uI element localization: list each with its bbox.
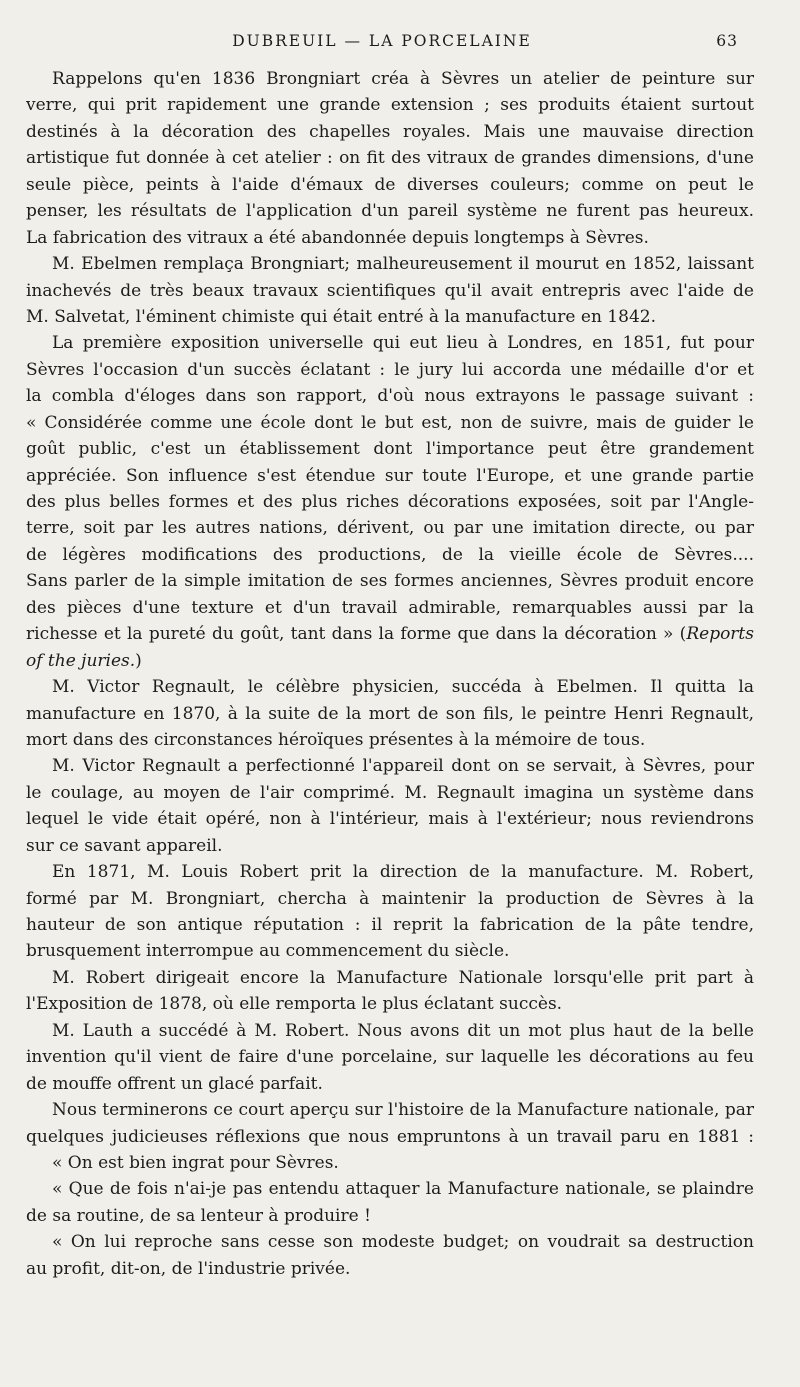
text-line bbox=[26, 621, 754, 647]
text-line bbox=[26, 198, 754, 224]
text-line bbox=[26, 463, 754, 489]
text-line bbox=[26, 1044, 754, 1070]
text-line bbox=[26, 780, 754, 806]
line-text: de légères modifications des productions, de la vieille école de Sèvres.... bbox=[26, 544, 754, 565]
line-text: « On est bien ingrat pour Sèvres. bbox=[52, 1152, 339, 1173]
page-number: 63 bbox=[716, 32, 738, 50]
line-text: verre, qui prit rapidement une grande extension ; ses produits étaient surtout bbox=[26, 95, 754, 116]
line-text: sur ce savant appareil. bbox=[26, 835, 223, 856]
line-text: mort dans des circonstances héroïques présentes à la mémoire de tous. bbox=[26, 729, 646, 750]
line-text: « Considérée comme une école dont le but est, non de suivre, mais de guider le bbox=[26, 412, 754, 433]
text-line bbox=[26, 357, 754, 383]
text-line bbox=[26, 648, 754, 674]
closing-paren: ) bbox=[135, 650, 142, 671]
line-text: manufacture en 1870, à la suite de la mort de son fils, le peintre Henri Regnault, bbox=[26, 703, 754, 724]
text-line bbox=[26, 119, 754, 145]
text-line bbox=[26, 1124, 754, 1150]
line-text: penser, les résultats de l'application d'un pareil système ne furent pas heureux. bbox=[26, 201, 754, 222]
body-text bbox=[26, 66, 754, 1282]
line-text: de mouffe offrent un glacé parfait. bbox=[26, 1073, 323, 1094]
text-line bbox=[26, 383, 754, 409]
text-line bbox=[26, 515, 754, 541]
line-text: goût public, c'est un établissement dont l'importance peut être grandement bbox=[26, 439, 754, 460]
text-line bbox=[26, 1256, 754, 1282]
text-line bbox=[26, 172, 754, 198]
line-text: M. Lauth a succédé à M. Robert. Nous avons dit un mot plus haut de la belle bbox=[52, 1020, 754, 1041]
text-line bbox=[26, 859, 754, 885]
line-text: M. Victor Regnault, le célèbre physicien, succéda à Ebelmen. Il quitta la bbox=[52, 677, 754, 698]
line-text: l'Exposition de 1878, où elle remporta le plus éclatant succès. bbox=[26, 994, 563, 1015]
line-text: richesse et la pureté du goût, tant dans la forme que dans la décoration » ( bbox=[26, 624, 687, 645]
text-line bbox=[26, 1176, 754, 1202]
line-text: au profit, dit-on, de l'industrie privée. bbox=[26, 1258, 351, 1279]
text-line bbox=[26, 806, 754, 832]
text-line bbox=[26, 1097, 754, 1123]
text-line bbox=[26, 1229, 754, 1255]
text-line bbox=[26, 991, 754, 1017]
text-line bbox=[26, 278, 754, 304]
line-text: Rappelons qu'en 1836 Brongniart créa à Sèvres un atelier de peinture sur bbox=[52, 69, 754, 89]
line-text: appréciée. Son influence s'est étendue sur toute l'Europe, et une grande partie bbox=[26, 465, 754, 486]
text-line bbox=[26, 251, 754, 277]
line-text: M. Robert dirigeait encore la Manufacture Nationale lorsqu'elle prit part à bbox=[52, 967, 754, 988]
line-text: En 1871, M. Louis Robert prit la direction de la manufacture. M. Robert, bbox=[52, 862, 754, 883]
line-text: la combla d'éloges dans son rapport, d'où nous extrayons le passage suivant : bbox=[26, 386, 754, 407]
line-text: « Que de fois n'ai-je pas entendu attaquer la Manufacture nationale, se plaindre bbox=[52, 1179, 754, 1200]
text-line bbox=[26, 753, 754, 779]
line-text: invention qu'il vient de faire d'une porcelaine, sur laquelle les décorations au feu bbox=[26, 1047, 754, 1068]
line-text: Sans parler de la simple imitation de ses formes anciennes, Sèvres produit encore bbox=[26, 571, 754, 592]
line-text: de sa routine, de sa lenteur à produire ! bbox=[26, 1205, 371, 1226]
text-line bbox=[26, 938, 754, 964]
line-text: seule pièce, peints à l'aide d'émaux de diverses couleurs; comme on peut le bbox=[26, 174, 754, 195]
line-text: artistique fut donnée à cet atelier : on fit des vitraux de grandes dimensions, d'une bbox=[26, 148, 754, 169]
text-line bbox=[26, 225, 754, 251]
text-line bbox=[26, 912, 754, 938]
line-text: La fabrication des vitraux a été abandonnée depuis longtemps à Sèvres. bbox=[26, 227, 649, 248]
text-line bbox=[26, 595, 754, 621]
text-line bbox=[26, 1203, 754, 1229]
text-line bbox=[26, 92, 754, 118]
line-text: le coulage, au moyen de l'air comprimé. M. Regnault imagina un système dans bbox=[26, 782, 754, 803]
italic-citation: of the juries. bbox=[26, 650, 136, 671]
line-text: « On lui reproche sans cesse son modeste budget; on voudrait sa destruction bbox=[52, 1232, 754, 1253]
running-title: DUBREUIL — LA PORCELAINE bbox=[232, 32, 532, 50]
text-line bbox=[26, 1150, 754, 1176]
text-line bbox=[26, 489, 754, 515]
text-line bbox=[26, 410, 754, 436]
line-text: Sèvres l'occasion d'un succès éclatant : le jury lui accorda une médaille d'or et bbox=[26, 359, 754, 380]
text-line bbox=[26, 145, 754, 171]
text-line bbox=[26, 568, 754, 594]
line-text: M. Victor Regnault a perfectionné l'appareil dont on se servait, à Sèvres, pour bbox=[52, 756, 754, 777]
line-text: brusquement interrompue au commencement du siècle. bbox=[26, 941, 510, 962]
running-head bbox=[26, 32, 738, 54]
text-line bbox=[26, 330, 754, 356]
text-line bbox=[26, 66, 754, 92]
line-text: terre, soit par les autres nations, dérivent, ou par une imitation directe, ou par bbox=[26, 518, 754, 539]
text-line bbox=[26, 965, 754, 991]
text-line bbox=[26, 1018, 754, 1044]
italic-citation: Reports bbox=[686, 624, 754, 645]
line-text: M. Salvetat, l'éminent chimiste qui était entré à la manufacture en 1842. bbox=[26, 306, 656, 327]
text-line bbox=[26, 542, 754, 568]
text-line bbox=[26, 304, 754, 330]
text-line bbox=[26, 436, 754, 462]
line-text: M. Ebelmen remplaça Brongniart; malheureusement il mourut en 1852, laissant bbox=[52, 254, 754, 275]
line-text: quelques judicieuses réflexions que nous empruntons à un travail paru en 1881 : bbox=[26, 1126, 754, 1147]
line-text: inachevés de très beaux travaux scientifiques qu'il avait entrepris avec l'aide de bbox=[26, 280, 754, 301]
text-line bbox=[26, 1071, 754, 1097]
text-line bbox=[26, 674, 754, 700]
text-line bbox=[26, 833, 754, 859]
line-text: lequel le vide était opéré, non à l'intérieur, mais à l'extérieur; nous reviendrons bbox=[26, 809, 754, 830]
line-text: des plus belles formes et des plus riches décorations exposées, soit par l'Angle- bbox=[26, 492, 754, 512]
line-text: destinés à la décoration des chapelles royales. Mais une mauvaise direction bbox=[26, 121, 754, 142]
text-line bbox=[26, 886, 754, 912]
line-text: La première exposition universelle qui eut lieu à Londres, en 1851, fut pour bbox=[52, 333, 754, 354]
text-line bbox=[26, 701, 754, 727]
line-text: Nous terminerons ce court aperçu sur l'histoire de la Manufacture nationale, par bbox=[52, 1100, 754, 1121]
line-text: formé par M. Brongniart, chercha à maintenir la production de Sèvres à la bbox=[26, 888, 754, 909]
line-text: hauteur de son antique réputation : il reprit la fabrication de la pâte tendre, bbox=[26, 915, 754, 935]
line-text: des pièces d'une texture et d'un travail admirable, remarquables aussi par la bbox=[26, 597, 754, 618]
text-line bbox=[26, 727, 754, 753]
